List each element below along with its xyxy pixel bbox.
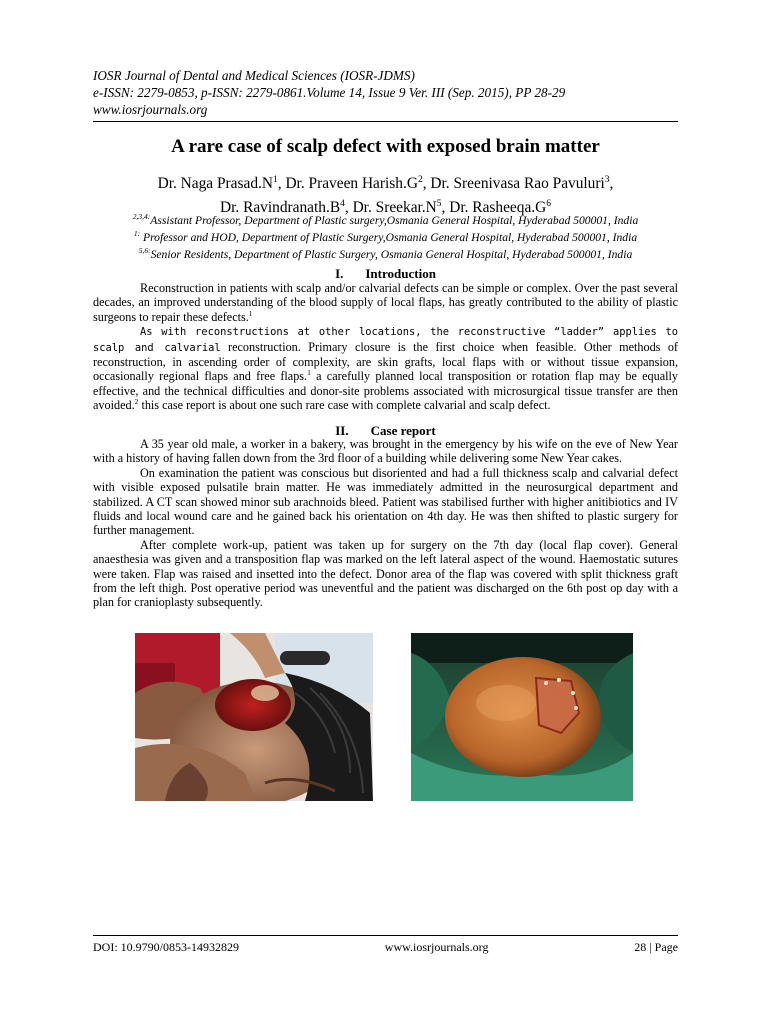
journal-header: [93, 67, 678, 118]
author-name: Dr. Praveen Harish.G: [285, 175, 418, 193]
author-sup: 4: [340, 199, 345, 210]
paper-title: A rare case of scalp defect with exposed brain matter: [171, 136, 600, 157]
citation-sup: 1: [248, 308, 253, 318]
case-report-body: [93, 437, 678, 610]
affiliation: [93, 227, 678, 244]
section-number: II.: [335, 423, 349, 438]
header-rule: [93, 121, 678, 122]
affiliations: [93, 210, 678, 261]
author-name: Dr. Sreenivasa Rao Pavuluri: [430, 175, 605, 193]
author-name: Dr. Naga Prasad.N: [157, 175, 273, 193]
author-sup: 1: [272, 175, 278, 185]
paragraph-text: this case report is about one such rare case with complete calvarial and scalp defect.: [138, 398, 551, 413]
paragraph: On examination the patient was conscious but disoriented and had a full thickness scalp and calvarial defect with visible exposed pulsatile brain matter. He was immediately admitted in the neurosurgical department and stabilized. A CT scan showed minor sub arachnoids bleed. Patient was stabilised further with higher anitibiotics and IV fluids and local wound care and he gained back his orientation on 4th day. He was then shifted to plastic surgery for further management.: [93, 465, 678, 538]
section-number: I.: [335, 266, 344, 281]
author-name: Dr. Sreekar.N: [352, 199, 437, 217]
affiliation: [93, 244, 678, 261]
footer-site: www.iosrjournals.org: [384, 940, 489, 954]
footer-rule: [93, 935, 678, 936]
affiliation-sup: 5,6:: [138, 246, 151, 256]
affiliation-sup: 2,3,4:: [132, 212, 151, 221]
scalp-wound-photo: [135, 633, 373, 801]
footer-doi: DOI: 10.9790/0853-14932829: [93, 940, 239, 954]
paragraph-lead: As with reconstructions at other locations, the reconstructive “ladder” applies to scalp and calvarial: [93, 326, 678, 354]
affiliation: [93, 210, 678, 227]
author-name: Dr. Rasheeqa.G: [449, 199, 547, 217]
section-heading-introduction: [93, 266, 678, 282]
affiliation-text: Professor and HOD, Department of Plastic Surgery,Osmania General Hospital, Hyderabad 500001, India: [140, 230, 638, 244]
page-footer: [93, 940, 678, 955]
author-name: Dr. Ravindranath.B: [219, 199, 341, 217]
footer-page-number: 28 | Page: [634, 940, 678, 954]
figure-flap-inset: [411, 633, 633, 801]
author-sup: 2: [417, 175, 423, 185]
paragraph-text: Reconstruction in patients with scalp and/or calvarial defects can be simple or complex. Over the past several decades, an improved understanding of the blood supply of local flaps, has greatly contributed to the ability of plastic surgeons to repair these defects.: [93, 281, 678, 324]
paragraph-text: reconstruction. Primary closure is the first choice when feasible. Other methods of reconstruction, in ascending order of complexity, are skin grafts, local flaps with or without tissue expansion, occasionally regional flaps and free flaps.: [93, 339, 678, 384]
introduction-body: [93, 281, 678, 413]
affiliation-sup: 1:: [133, 229, 141, 239]
citation-sup: 2: [134, 397, 139, 407]
author-line-2: Dr. $Ravindranath.B^4$, Dr. $Sreekar.N^5$, Dr. $Rasheeqa.G^6$: [219, 199, 551, 217]
journal-issn: e-ISSN: 2279-0853, p-ISSN: 2279-0861.Volume 14, Issue 9 Ver. III (Sep. 2015), PP 28-29: [93, 85, 566, 100]
author-line-1: Dr. Naga $Prasad.N^1$, Dr. Praveen $Harish.G^2$, Dr. Sreenivasa Rao Pavuluri$^3$,: [157, 175, 614, 193]
section-title: Case report: [370, 423, 436, 438]
author-sup: 3: [604, 175, 610, 185]
affiliation-text: Senior Residents, Department of Plastic Surgery, Osmania General Hospital, Hyderabad 500001, India: [150, 247, 633, 261]
paragraph: [93, 324, 678, 412]
citation-sup: 1: [307, 368, 311, 378]
journal-name: IOSR Journal of Dental and Medical Sciences (IOSR-JDMS): [93, 68, 415, 83]
figure-patient-scalp-wound: [135, 633, 373, 801]
flap-inset-photo: [411, 633, 633, 801]
author-sup: 5: [436, 199, 442, 210]
journal-url: www.iosrjournals.org: [93, 102, 208, 117]
paragraph: After complete work-up, patient was taken up for surgery on the 7th day (local flap cover). General anaesthesia was given and a transposition flap was marked on the left lateral aspect of the wound. Haemostatic sutures were taken. Flap was raised and insetted into the defect. Donor area of the flap was covered with split thickness graft from the left thigh. Post operative period was uneventful and the patient was discharged on the 6th post op day with a plan for cranioplasty subsequently.: [93, 537, 678, 610]
paragraph: [93, 281, 678, 324]
paragraph: A 35 year old male, a worker in a bakery, was brought in the emergency by his wife on the eve of New Year with a history of having fallen down from the 3rd floor of a building while delivering some New Year cakes.: [93, 437, 678, 466]
section-title: Introduction: [365, 266, 436, 281]
affiliation-text: Assistant Professor, Department of Plastic surgery,Osmania General Hospital, Hyderabad 500001, India: [150, 213, 639, 227]
author-sup: 6: [546, 199, 551, 210]
paragraph-text: a carefully planned local transposition or rotation flap may be equally effective, and the technical difficulties and donor-site problems associated with microsurgical tissue transfer are then avoided.: [93, 369, 679, 413]
